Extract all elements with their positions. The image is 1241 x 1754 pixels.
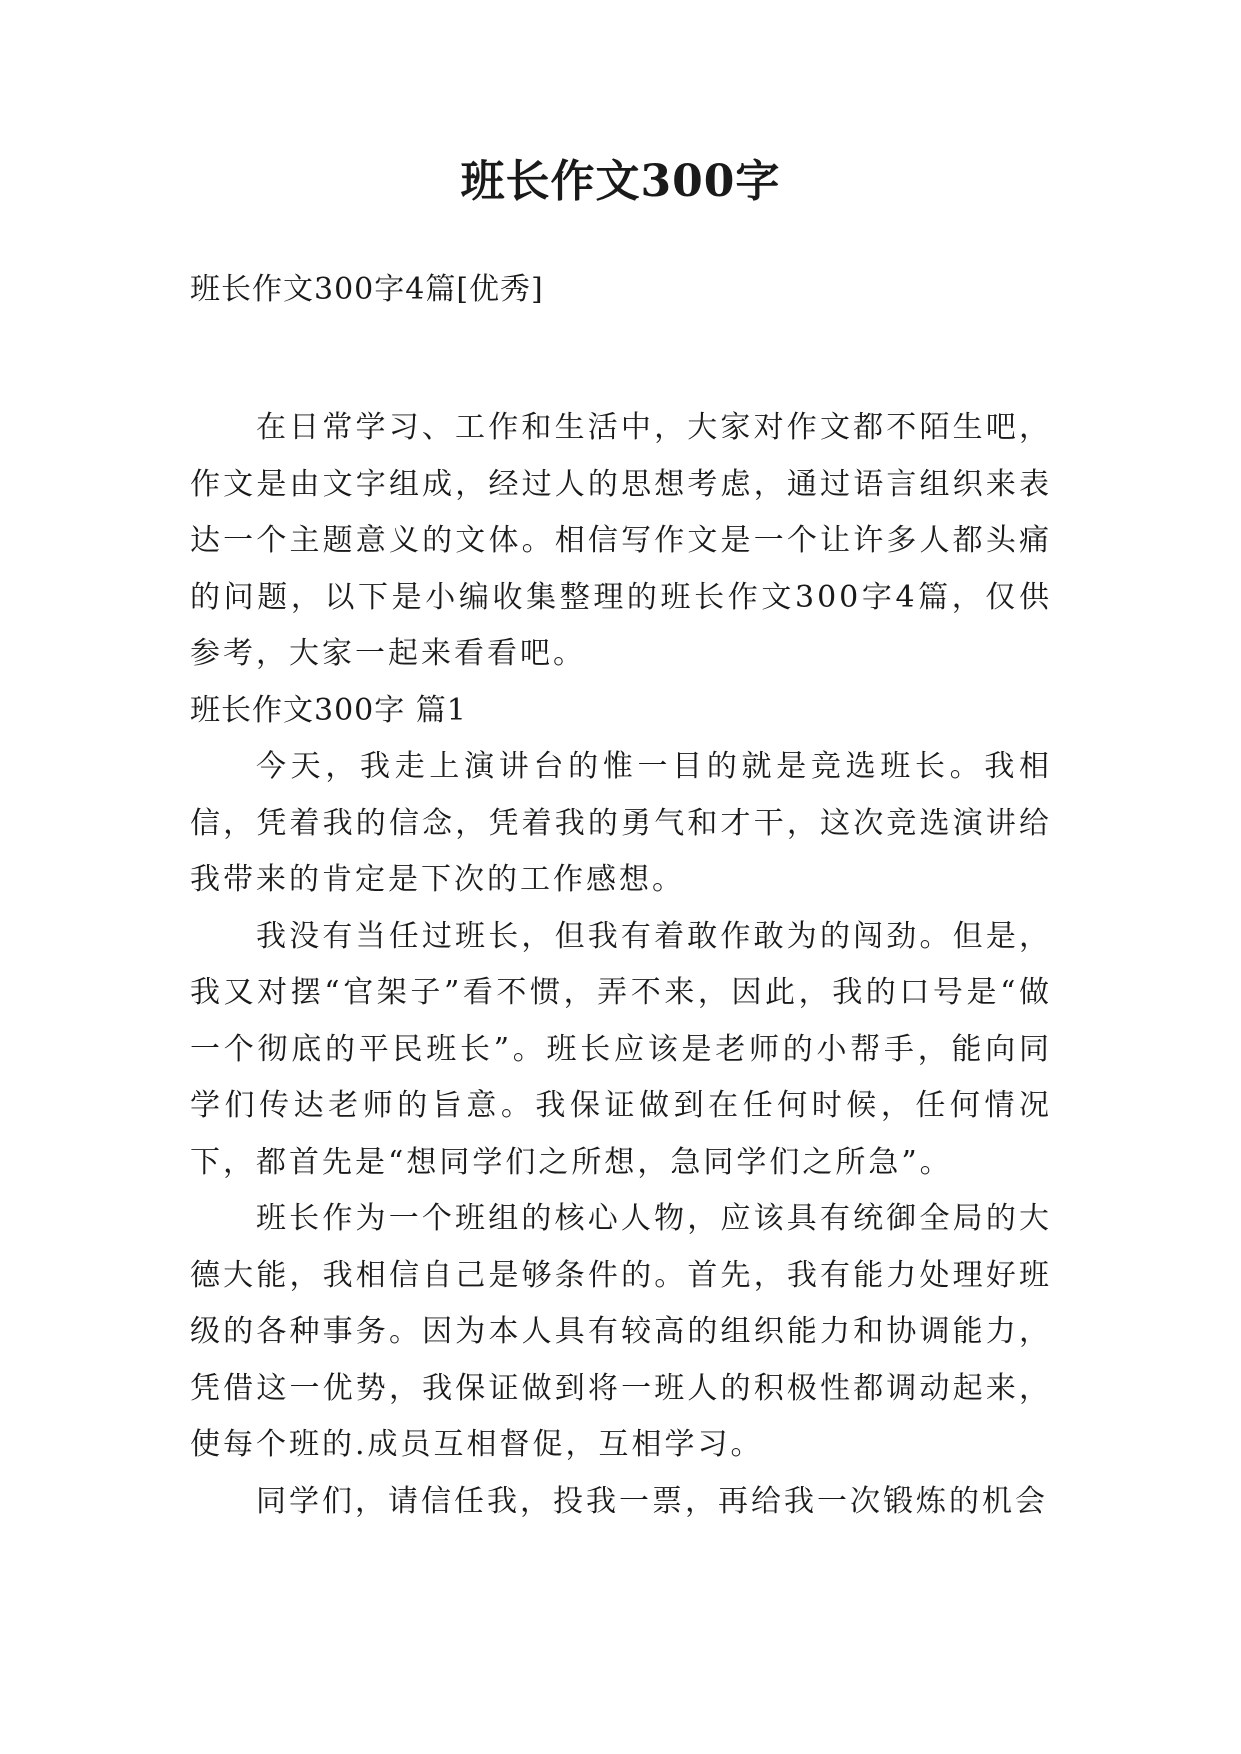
body-paragraph: 今天，我走上演讲台的惟一目的就是竞选班长。我相信，凭着我的信念，凭着我的勇气和才干，这次竞选演讲给我带来的肯定是下次的工作感想。 — [190, 749, 1052, 897]
document-subtitle: 班长作文300字4篇[优秀] — [190, 272, 544, 307]
document-title: 班长作文300字 — [460, 156, 781, 207]
section-heading: 班长作文300字 篇1 — [190, 692, 467, 728]
document-body — [190, 400, 1052, 1530]
body-paragraph: 班长作为一个班组的核心人物，应该具有统御全局的大德大能，我相信自己是够条件的。首先，我有能力处理好班级的各种事务。因为本人具有较高的组织能力和协调能力，凭借这一优势，我保证做到将一班人的积极性都调动起来，使每个班的.成员互相督促，互相学习。 — [190, 1201, 1052, 1462]
body-paragraph: 我没有当任过班长，但我有着敢作敢为的闯劲。但是，我又对摆“官架子”看不惯，弄不来，因此，我的口号是“做一个彻底的平民班长”。班长应该是老师的小帮手，能向同学们传达老师的旨意。我保证做到在任何时候，任何情况下，都首先是“想同学们之所想，急同学们之所急”。 — [190, 918, 1052, 1180]
intro-paragraph: 在日常学习、工作和生活中，大家对作文都不陌生吧，作文是由文字组成，经过人的思想考虑，通过语言组织来表达一个主题意义的文体。相信写作文是一个让许多人都头痛的问题，以下是小编收集整理的班长作文300字4篇，仅供参考，大家一起来看看吧。 — [190, 410, 1052, 671]
body-paragraph: 同学们，请信任我，投我一票，再给我一次锻炼的机会 — [256, 1483, 1048, 1519]
